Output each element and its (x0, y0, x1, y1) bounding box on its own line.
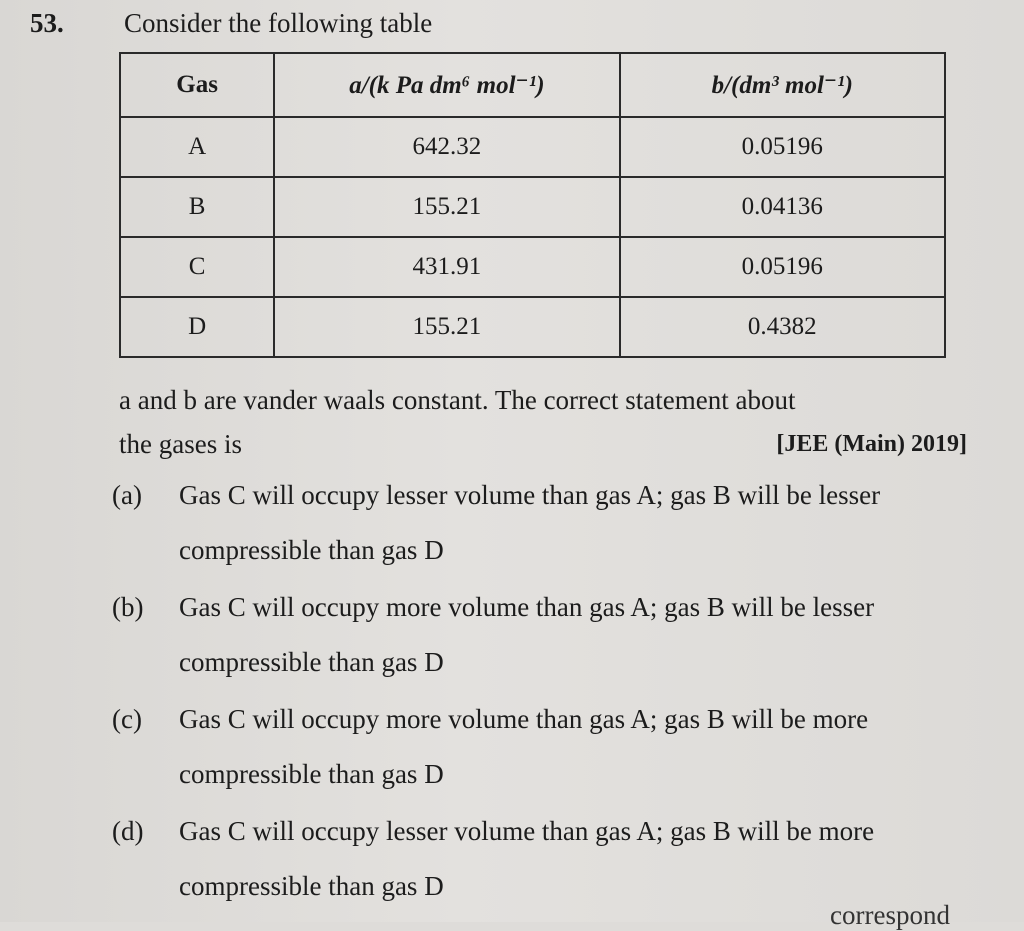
cell-b: 0.05196 (620, 237, 945, 297)
header-a: a/(k Pa dm⁶ mol⁻¹) (274, 53, 619, 117)
cell-gas: B (120, 177, 274, 237)
cell-gas: C (120, 237, 274, 297)
option-label: (c) (112, 704, 142, 734)
cell-a: 155.21 (274, 177, 619, 237)
option-text: Gas C will occupy lesser volume than gas A; gas B will be lesser compressible than gas D (179, 480, 881, 565)
exam-source: [JEE (Main) 2019] (776, 431, 967, 457)
table-row (120, 117, 945, 177)
cell-b: 0.04136 (620, 177, 945, 237)
option-text: Gas C will occupy lesser volume than gas A; gas B will be more compressible than gas D (179, 816, 875, 901)
table-row (120, 237, 945, 297)
option-label: (a) (112, 480, 142, 510)
cell-gas: A (120, 117, 274, 177)
cell-gas: D (120, 297, 274, 357)
table-row (120, 297, 945, 357)
question-stem (119, 378, 969, 466)
cell-b: 0.05196 (620, 117, 945, 177)
cell-a: 642.32 (274, 117, 619, 177)
stem-line-1: a and b are vander waals constant. The correct statement about (119, 385, 796, 415)
question-title: Consider the following table (124, 8, 433, 38)
cut-off-text: correspond (830, 900, 950, 930)
stem-line-2: the gases is (119, 429, 242, 459)
header-gas: Gas (120, 53, 274, 117)
option-label: (d) (112, 816, 144, 846)
vdw-constants-table (119, 52, 946, 358)
option-text: Gas C will occupy more volume than gas A; gas B will be more compressible than gas D (179, 704, 869, 789)
question-number: 53. (30, 8, 64, 38)
cell-a: 431.91 (274, 237, 619, 297)
option-label: (b) (112, 592, 144, 622)
header-b: b/(dm³ mol⁻¹) (620, 53, 945, 117)
table-header-row (120, 53, 945, 117)
cell-b: 0.4382 (620, 297, 945, 357)
option-text: Gas C will occupy more volume than gas A; gas B will be lesser compressible than gas D (179, 592, 875, 677)
table-row (120, 177, 945, 237)
cell-a: 155.21 (274, 297, 619, 357)
